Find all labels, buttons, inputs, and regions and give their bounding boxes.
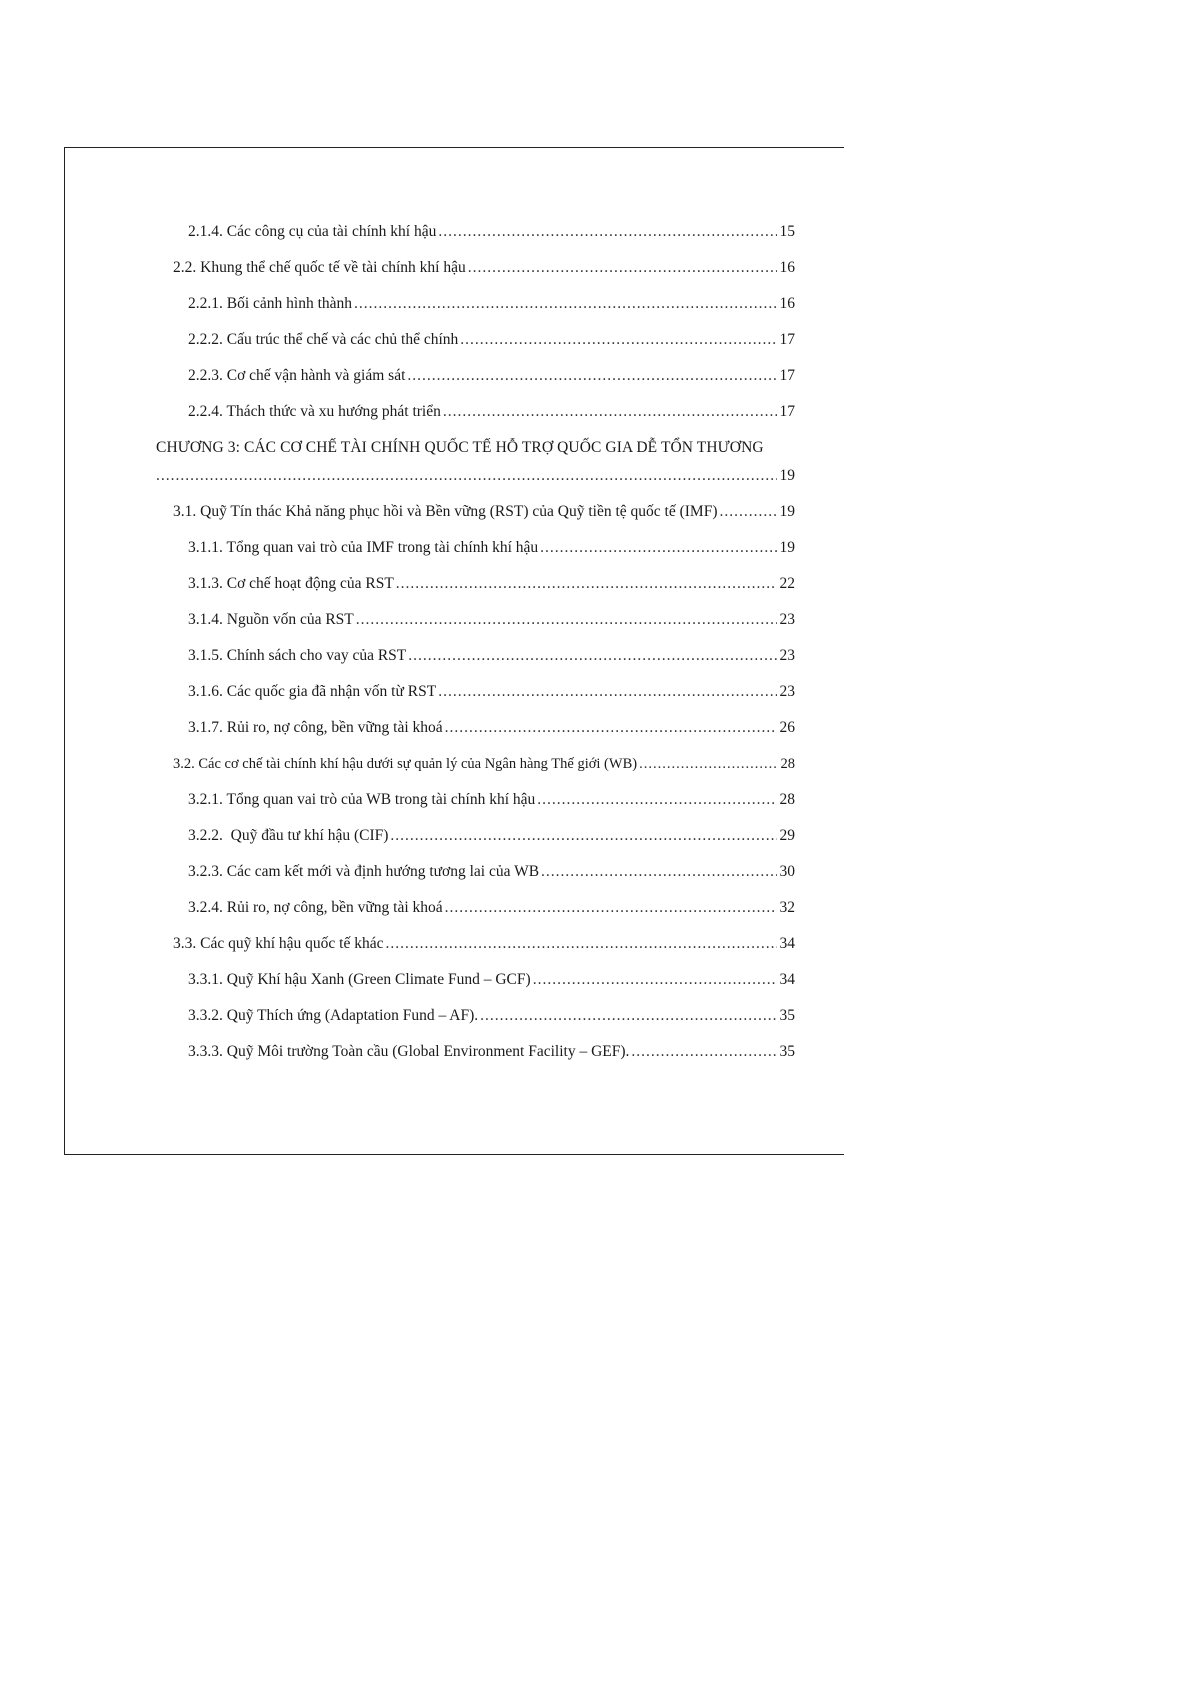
toc-entry[interactable] bbox=[173, 934, 795, 954]
toc-entry[interactable] bbox=[188, 574, 795, 594]
toc-entry-title: 3.1.1. Tổng quan vai trò của IMF trong tài chính khí hậu bbox=[188, 539, 539, 556]
toc-entry-title: 2.1.4. Các công cụ của tài chính khí hậu bbox=[188, 223, 437, 240]
toc-entry-page: 19 bbox=[779, 467, 795, 484]
toc-entry-title: 3.1.4. Nguồn vốn của RST bbox=[188, 611, 354, 628]
toc-entry-page: 17 bbox=[779, 331, 795, 348]
toc-chapter-leader-row[interactable] bbox=[156, 466, 795, 486]
toc-entry-title: 3.2.4. Rủi ro, nợ công, bền vững tài khoá bbox=[188, 899, 443, 916]
toc-entry-page: 28 bbox=[779, 791, 795, 808]
toc-entry-page: 16 bbox=[779, 295, 795, 312]
toc-leader bbox=[541, 862, 777, 882]
toc-entry-page: 19 bbox=[779, 503, 795, 520]
toc-entry-page: 29 bbox=[779, 827, 795, 844]
toc-entry-page: 23 bbox=[779, 647, 795, 664]
toc-leader bbox=[540, 538, 777, 558]
page-frame bbox=[64, 147, 844, 1155]
toc-leader bbox=[354, 294, 777, 314]
toc-entry-page: 28 bbox=[780, 756, 795, 772]
toc-entry[interactable] bbox=[188, 790, 795, 810]
toc-entry-title: 2.2.3. Cơ chế vận hành và giám sát bbox=[188, 367, 406, 384]
toc-leader bbox=[443, 402, 777, 422]
toc-entry-title: 3.1.3. Cơ chế hoạt động của RST bbox=[188, 575, 394, 592]
toc-entry[interactable] bbox=[188, 862, 795, 882]
toc-entry-title: 3.2. Các cơ chế tài chính khí hậu dưới sự quản lý của Ngân hàng Thế giới (WB) bbox=[173, 756, 638, 772]
toc-entry-page: 19 bbox=[779, 539, 795, 556]
toc-leader bbox=[438, 222, 777, 242]
toc-entry-page: 22 bbox=[779, 575, 795, 592]
toc-entry[interactable] bbox=[173, 258, 795, 278]
toc-entry-page: 30 bbox=[779, 863, 795, 880]
toc-entry[interactable] bbox=[188, 718, 795, 738]
toc-entry-title: 3.3.3. Quỹ Môi trường Toàn cầu (Global Environment Facility – GEF). bbox=[188, 1043, 630, 1060]
toc-entry[interactable] bbox=[188, 1006, 795, 1026]
toc-entry[interactable] bbox=[173, 754, 795, 774]
toc-leader bbox=[639, 754, 777, 774]
toc-leader bbox=[533, 970, 777, 990]
toc-leader bbox=[156, 466, 777, 486]
toc-entry-title: 2.2.1. Bối cảnh hình thành bbox=[188, 295, 353, 312]
toc-entry[interactable] bbox=[188, 538, 795, 558]
table-of-contents bbox=[65, 148, 844, 1154]
toc-leader bbox=[396, 574, 777, 594]
toc-entry-page: 17 bbox=[779, 367, 795, 384]
toc-entry[interactable] bbox=[173, 502, 795, 522]
toc-entry[interactable] bbox=[188, 330, 795, 350]
toc-entry-page: 32 bbox=[779, 899, 795, 916]
toc-entry[interactable] bbox=[188, 970, 795, 990]
toc-entry[interactable] bbox=[188, 402, 795, 422]
toc-leader bbox=[445, 718, 777, 738]
toc-entry-page: 17 bbox=[779, 403, 795, 420]
toc-entry-title: 3.2.2. Quỹ đầu tư khí hậu (CIF) bbox=[188, 827, 389, 844]
toc-entry[interactable] bbox=[188, 222, 795, 242]
toc-entry-title: 3.3.2. Quỹ Thích ứng (Adaptation Fund – AF). bbox=[188, 1007, 479, 1024]
toc-entry[interactable] bbox=[188, 826, 795, 846]
toc-entry-page: 26 bbox=[779, 719, 795, 736]
toc-entry[interactable] bbox=[188, 682, 795, 702]
toc-entry-page: 34 bbox=[779, 971, 795, 988]
toc-entry-page: 35 bbox=[779, 1007, 795, 1024]
toc-entry-page: 15 bbox=[779, 223, 795, 240]
toc-entry-title: 2.2.4. Thách thức và xu hướng phát triển bbox=[188, 403, 441, 420]
toc-entry[interactable] bbox=[188, 898, 795, 918]
toc-entry-page: 35 bbox=[779, 1043, 795, 1060]
toc-entry[interactable] bbox=[188, 646, 795, 666]
toc-entry-title: 3.2.1. Tổng quan vai trò của WB trong tài chính khí hậu bbox=[188, 791, 536, 808]
toc-entry-page: 34 bbox=[779, 935, 795, 952]
toc-entry-title: 3.1.5. Chính sách cho vay của RST bbox=[188, 647, 407, 664]
toc-entry[interactable] bbox=[188, 1042, 795, 1062]
toc-leader bbox=[468, 258, 777, 278]
toc-entry-title: 3.3.1. Quỹ Khí hậu Xanh (Green Climate Fund – GCF) bbox=[188, 971, 531, 988]
toc-leader bbox=[445, 898, 777, 918]
toc-leader bbox=[385, 934, 777, 954]
toc-leader bbox=[631, 1042, 777, 1062]
toc-leader bbox=[356, 610, 777, 630]
toc-entry-page: 23 bbox=[779, 683, 795, 700]
toc-entry-title: 3.3. Các quỹ khí hậu quốc tế khác bbox=[173, 935, 384, 952]
toc-leader bbox=[390, 826, 777, 846]
toc-chapter-title[interactable]: CHƯƠNG 3: CÁC CƠ CHẾ TÀI CHÍNH QUỐC TẾ HỖ TRỢ QUỐC GIA DỄ TỔN THƯƠNG bbox=[156, 439, 764, 456]
toc-entry-title: 3.1.7. Rủi ro, nợ công, bền vững tài khoá bbox=[188, 719, 443, 736]
toc-entry[interactable] bbox=[188, 366, 795, 386]
toc-entry-page: 23 bbox=[779, 611, 795, 628]
toc-entry-title: 3.1.6. Các quốc gia đã nhận vốn từ RST bbox=[188, 683, 437, 700]
toc-leader bbox=[480, 1006, 777, 1026]
toc-entry[interactable] bbox=[188, 610, 795, 630]
toc-entry-title: 3.1. Quỹ Tín thác Khả năng phục hồi và Bền vững (RST) của Quỹ tiền tệ quốc tế (IMF) bbox=[173, 503, 718, 520]
toc-entry[interactable] bbox=[188, 294, 795, 314]
toc-entry-title: 2.2. Khung thể chế quốc tế về tài chính khí hậu bbox=[173, 259, 466, 276]
toc-leader bbox=[407, 366, 777, 386]
toc-leader bbox=[408, 646, 777, 666]
toc-leader bbox=[719, 502, 777, 522]
toc-leader bbox=[460, 330, 777, 350]
toc-entry-page: 16 bbox=[779, 259, 795, 276]
toc-entry-title: 3.2.3. Các cam kết mới và định hướng tương lai của WB bbox=[188, 863, 540, 880]
toc-leader bbox=[438, 682, 777, 702]
toc-entry-title: 2.2.2. Cấu trúc thể chế và các chủ thể chính bbox=[188, 331, 459, 348]
toc-leader bbox=[537, 790, 777, 810]
